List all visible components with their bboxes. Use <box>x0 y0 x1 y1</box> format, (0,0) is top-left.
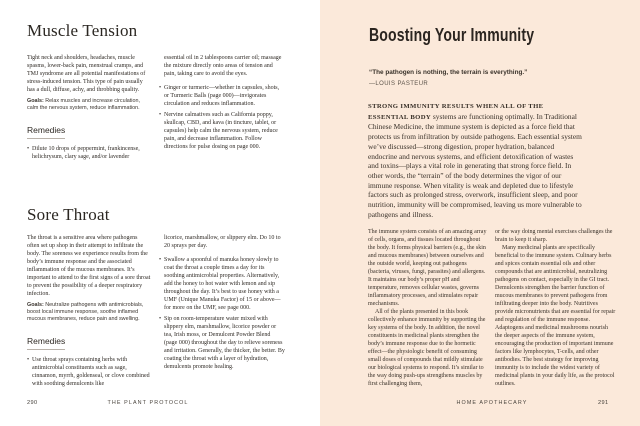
list-item: • Nervine calmatives such as California poppy, skullcap, CBD, and kava (in tincture, tablet, or capsules) help calm the nervous system, reduce pain, and decrease inflammation. Follow directions for pulse dosing on page 000. <box>159 111 285 151</box>
muscle-tension-goals <box>27 98 151 112</box>
lead-body: systems are functioning optimally. In Traditional Chinese Medicine, the immune system is depicted as a force field that protects us from infiltration by outside pathogens. Each essential system we’ve discussed—strong digestion, proper hydration, balanced endocrine and nervous systems, and efficient detoxification of wastes and toxins—plays a vital role in generating that strong force field. In other words, the “terrain” of the body determines the vigor of our immune response. When vitality is weak and depleted due to lifestyle factors such as prolonged stress, overwork, insufficient sleep, and poor nutrition, immunity will be compromised, leaving us more vulnerable to pathogens and illness. <box>368 111 582 219</box>
body-paragraph: The immune system consists of an amazing array of cells, organs, and tissues located throughout the body. It forms physical barriers (e.g., the skin and mucous membranes) between ourselves and the outside world, keeping out pathogens (bacteria, viruses, fungi, parasites) and allergens. It maintains our body’s proper pH and temperature, removes cellular wastes, governs inflammatory processes, and stimulates repair mechanisms. <box>368 229 487 307</box>
running-title-right: HOME APOTHECARY <box>456 400 528 406</box>
sore-throat-column-2 <box>159 234 285 391</box>
list-item: • Swallow a spoonful of manuka honey slowly to coat the throat a couple times a day for its soothing antimicrobial properties. Alternatively, add the honey to hot water with lemon and sip throughout the day. It’s best to use honey with a UMF (Unique Manuka Factor) of 15 or above—for more on the UMF, see page 000. <box>159 256 285 312</box>
page-number-right: 291 <box>598 400 609 406</box>
body-paragraph: All of the plants presented in this book collectively enhance immunity by supporting the key systems of the body. In addition, the novel constituents in medicinal plants strengthen the body’s immune response due to the hormetic effect—the physiologic benefit of consuming small doses of compounds that mildly stimulate our biological systems to respond. It’s similar to the way doing push-ups strengthens muscles by first challenging them, <box>368 309 486 387</box>
sore-throat-intro: The throat is a sensitive area where pathogens often set up shop in their attempt to infiltrate the body. The soreness we experience results from the body’s immune response and the associated inflammation of the mucous membranes. It’s important to attend to the first signs of a sore throat to prevent the possibility of a deeper respiratory infection. <box>27 235 151 297</box>
list-item: • Sip on room-temperature water mixed with slippery elm, marshmallow, licorice powder or tea, Irish moss, or Demulcent Powder Blend (page 000) throughout the day to relieve soreness and irritation. Generally, the thicker, the better. By coating the throat with a layer of hydration, demulcents promote healing. <box>159 315 285 371</box>
goals-text: Neutralize pathogens with antimicrobials, boost local immune response, soothe inflamed mucous membranes, reduce pain and swelling. <box>27 302 144 322</box>
sore-throat-goals <box>27 302 151 323</box>
muscle-tension-remedies-list-2 <box>159 84 285 151</box>
chapter-title: Boosting Your Immunity <box>369 25 535 45</box>
sore-throat-column-1 <box>27 234 151 391</box>
section-title-muscle-tension: Muscle Tension <box>27 21 138 40</box>
lead-small-caps: STRONG IMMUNITY RESULTS WHEN ALL OF THE ESSENTIAL BODY <box>368 103 544 121</box>
list-item: • Dilute 10 drops of peppermint, frankincense, helichrysum, clary sage, and/or lavender <box>27 145 151 161</box>
list-item: • Use throat sprays containing herbs with antimicrobial constituents such as sage, cinnamon, myrrh, goldenseal, or clove combined with soothing demulcents like <box>27 356 151 388</box>
chapter-body-column-1 <box>368 228 489 388</box>
list-item: • Ginger or turmeric—whether in capsules, shots, or Turmeric Balls (page 000)—invigorates circulation and reduces inflammation. <box>159 84 285 108</box>
muscle-tension-columns <box>27 54 285 164</box>
chapter-body-column-2 <box>495 228 616 388</box>
remedies-heading: Remedies <box>27 337 65 350</box>
remedies-heading: Remedies <box>27 126 65 139</box>
goals-label: Goals: <box>27 302 44 308</box>
body-paragraph: or the way doing mental exercises challenges the brain to keep it sharp. <box>495 229 613 243</box>
chapter-body-columns <box>368 228 616 388</box>
epigraph-attribution: —LOUIS PASTEUR <box>369 80 429 87</box>
sore-throat-remedies-list <box>27 356 151 388</box>
goals-label: Goals: <box>27 98 44 104</box>
chapter-lead-paragraph <box>368 101 584 219</box>
muscle-tension-remedies-list <box>27 145 151 161</box>
body-paragraph: Many medicinal plants are specifically beneficial to the immune system. Culinary herbs and spices contain essential oils and other compounds that are antimicrobial, neutralizing pathogens on contact, especially in the GI tract. Demulcents strengthen the barrier function of mucous membranes to prevent pathogens from infiltrating deeper into the body. Nutritives provide micronutrients that are essential for repair and regulation of the immune response. Adaptogens and medicinal mushrooms nourish the deeper aspects of the immune system, encouraging the production of important immune factors like lymphocytes, T-cells, and other antibodies. The best strategy for improving immunity is to include the widest variety of medicinal plants in your daily life, as the protocol outlines. <box>495 245 616 387</box>
section-title-sore-throat: Sore Throat <box>27 205 110 224</box>
right-page <box>320 0 640 426</box>
muscle-tension-remedy-continuation: essential oil in 2 tablespoons carrier oil; massage the mixture directly onto areas of tension and pain, taking care to avoid the eyes. <box>164 55 282 77</box>
epigraph <box>369 69 589 88</box>
sore-throat-columns <box>27 234 285 391</box>
muscle-tension-column-2 <box>159 54 285 164</box>
epigraph-quote: “The pathogen is nothing, the terrain is everything.” <box>369 69 528 76</box>
goals-text: Relax muscles and increase circulation, calm the nervous system, reduce inflammation. <box>27 98 140 111</box>
muscle-tension-intro: Tight neck and shoulders, headaches, muscle spasms, lower-back pain, menstrual cramps, and TMJ syndrome are all potential manifestations of stress-induced tension. This type of pain usually has a dull, diffuse, achy, and throbbing quality. <box>27 55 146 93</box>
running-title-left: THE PLANT PROTOCOL <box>107 400 189 406</box>
sore-throat-remedy-continuation: licorice, marshmallow, or slippery elm. Do 10 to 20 sprays per day. <box>164 235 281 249</box>
page-number-left: 290 <box>27 400 38 406</box>
muscle-tension-column-1 <box>27 54 151 164</box>
sore-throat-remedies-list-2 <box>159 256 285 371</box>
